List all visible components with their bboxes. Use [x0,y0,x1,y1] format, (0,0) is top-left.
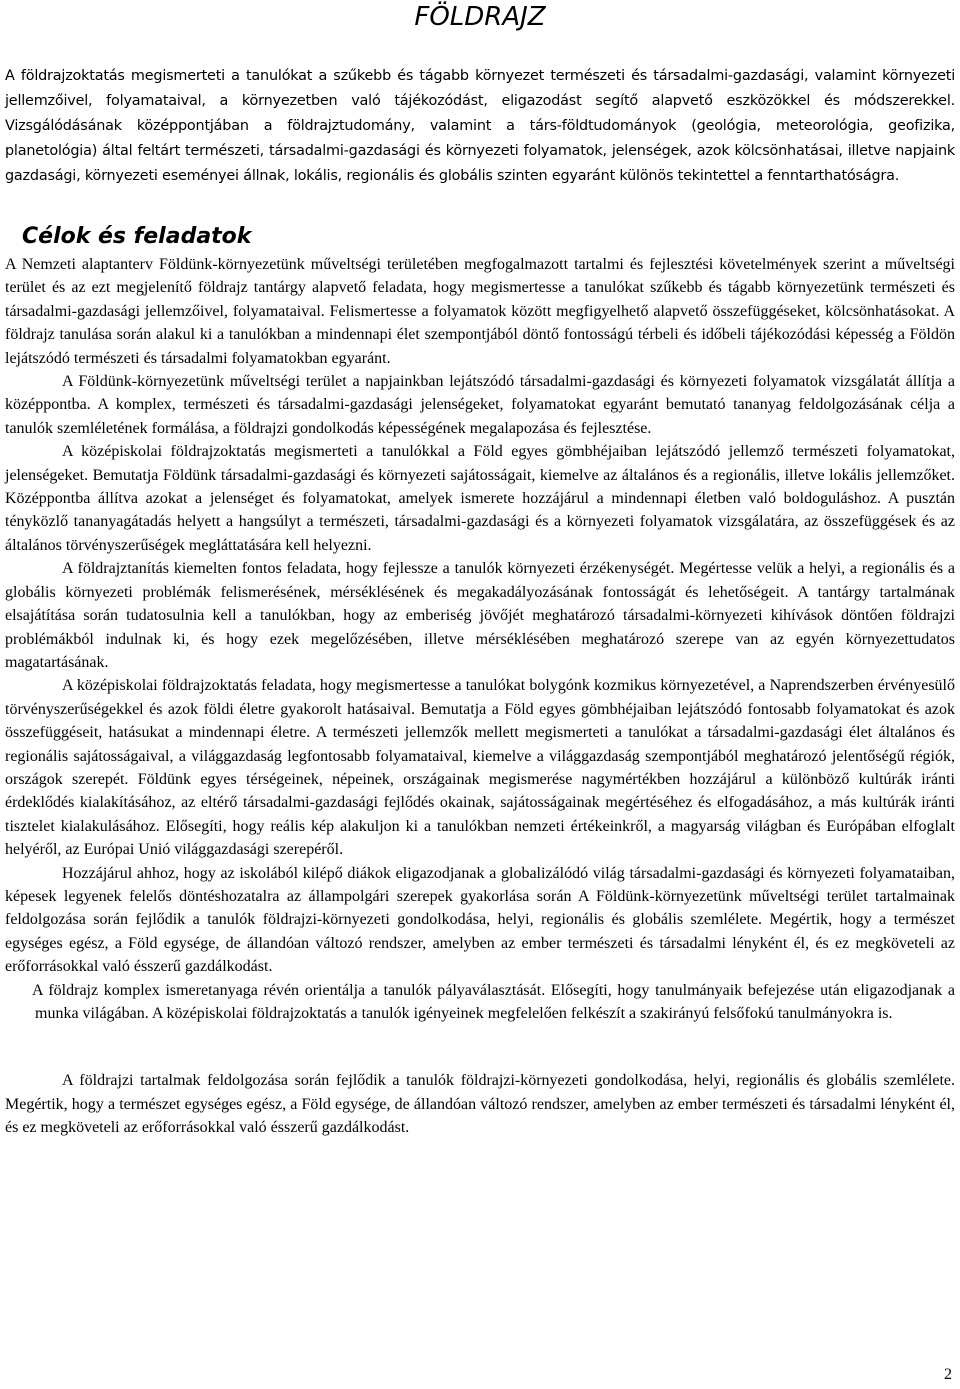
paragraph-2: A Földünk-környezetünk műveltségi terület a napjainkban lejátszódó társadalmi-gazdasági és környezeti folyamatok vizsgálatát állítja a középpontba. A komplex, természeti és társadalmi-gazdasági jelenségeket, folyamatokat egyaránt bemutató tananyag feldolgozásának célja a tanulók szemléletének formálása, a földrajzi gondolkodás képességének megalapozása és fejlesztése. [5,373,955,437]
section-body [5,253,955,1140]
paragraph-8: A földrajzi tartalmak feldolgozása során fejlődik a tanulók földrajzi-környezeti gondolkodása, helyi, regionális és globális szemlélete. Megértik, hogy a természet egységes egész, a Föld egysége, de állandóan változó rendszer, amelyben az ember természeti és társadalmi lényként él, és ez megköveteli az erőforrásokkal való ésszerű gazdálkodást. [5,1072,955,1137]
paragraph-5: A középiskolai földrajzoktatás feladata, hogy megismertesse a tanulókat bolygónk kozmikus környezetével, a Naprendszerben érvényesülő törvényszerűségekkel és azok földi életre gyakorolt hatásaival. Bemutatja a Föld egyes gömbhéjaiban lejátszódó fontosabb folyamatokat és azok összefüggéseit, hatásukat a mindennapi életre. A természeti jellemzők mellett megismerteti a tanulókat a társadalmi-gazdasági élet általános és regionális sajátosságaival, a világgazdaság legfontosabb folyamataival, kiemelve a világgazdaság szempontjából meghatározó jelentőségű régiók, országok szerepét. Földünk egyes térségeinek, népeinek, országainak megismerése nagymértékben hozzájárul a különböző kultúrák iránti érdeklődés kialakításához, az eltérő társadalmi-gazdasági fejlődés okainak, sajátosságainak megértéséhez és elfogadásához, a más kultúrák iránti tisztelet kialakulásához. Elősegíti, hogy reális kép alakuljon ki a tanulókban nemzeti értékeinkről, a magyarság világban és Európában elfoglalt helyéről, az Európai Unió világgazdasági szerepéről. [5,677,955,859]
intro-paragraph: A földrajzoktatás megismerteti a tanulókat a szűkebb és tágabb környezet természeti és társadalmi-gazdasági, valamint környezeti jellemzőivel, folyamataival, a környezetben való tájékozódást, eligazodást segítő alapvető eszközökkel és módszerekkel. Vizsgálódásának középpontjában a földrajztudomány, valamint a társ-földtudományok (geológia, meteorológia, geofizika, planetológia) által feltárt természeti, társadalmi-gazdasági és környezeti folyamatok, jelenségek, azok kölcsönhatásai, illetve napjaink gazdasági, környezeti eseményei állnak, lokális, regionális és globális szinten egyaránt különös tekintettel a fenntarthatóságra. [5,68,955,184]
paragraph-4: A földrajztanítás kiemelten fontos feladata, hogy fejlessze a tanulók környezeti érzékenységét. Megértesse velük a helyi, a regionális és a globális környezeti problémák felismerésének, mérséklésének és megakadályozásának fontosságát és lehetőségeit. A tantárgy tartalmának elsajátítása során tudatosulnia kell a tanulókban, hogy az emberiség jövőjét meghatározó társadalmi-környezeti kihívások döntően földrajzi problémákból indulnak ki, és hogy ezek megelőzésében, illetve mérséklésében meghatározó szerepe van az egyén környezettudatos magatartásának. [5,560,955,671]
paragraph-6: Hozzájárul ahhoz, hogy az iskolából kilépő diákok eligazodjanak a globalizálódó világ társadalmi-gazdasági és környezeti folyamataiban, képesek legyenek felelős döntéshozatalra az állampolgári szerepek gyakorlása során A Földünk-környezetünk műveltségi terület tartalmainak feldolgozása során fejlődik a tanulók földrajzi-környezeti gondolkodása, helyi, regionális és globális szemlélete. Megértik, hogy a természet egységes egész, a Föld egysége, de állandóan változó rendszer, amelyben az ember természeti és társadalmi lényként él, és ez megköveteli az erőforrásokkal való ésszerű gazdálkodást. [5,864,955,976]
paragraph-7: A földrajz komplex ismeretanyaga révén orientálja a tanulók pályaválasztását. Elősegíti, hogy tanulmányaik befejezése után eligazodjanak a munka világában. A középiskolai földrajzoktatás a tanulók igényeinek megfelelően felkészít a szakirányú felsőfokú tanulmányokra is. [32,981,955,1022]
page-title: FÖLDRAJZ [414,2,546,32]
page-number: 2 [944,1366,952,1383]
paragraph-1: A Nemzeti alaptanterv Földünk-környezetünk műveltségi területében megfogalmazott tartalmi és fejlesztési követelmények szerint a műveltségi terület és az ezt megjelenítő földrajz tantárgy alapvető feladata, hogy megismertesse a tanulókat szűkebb és tágabb környezetünk természeti és társadalmi-gazdasági jellemzőivel, folyamataival. Felismertesse a folyamatok között megfigyelhető alapvető összefüggéseket, kölcsönhatásokat. A földrajz tanulása során alakul ki a tanulókban a mindennapi élet szempontjából döntő fontosságú térbeli és időbeli tájékozódási képesség a Földön lejátszódó természeti és társadalmi folyamatokban egyaránt. [5,256,955,367]
paragraph-3: A középiskolai földrajzoktatás megismerteti a tanulókkal a Föld egyes gömbhéjaiban lejátszódó jellemző természeti folyamatokat, jelenségeket. Bemutatja Földünk társadalmi-gazdasági és környezeti sajátosságait, kiemelve az általános és a regionális, illetve lokális jellemzőket. Középpontba állítva azokat a jelenséget és folyamatokat, amelyek ismerete hozzájárul a mindennapi életben való boldoguláshoz. A pusztán tényközlő tananyagátadás helyett a hangsúlyt a természeti, társadalmi-gazdasági és a környezeti folyamatok vizsgálatára, az összefüggések és az általános törvényszerűségek megláttatására kell helyezni. [5,443,955,554]
section-heading: Célok és feladatok [22,224,252,249]
